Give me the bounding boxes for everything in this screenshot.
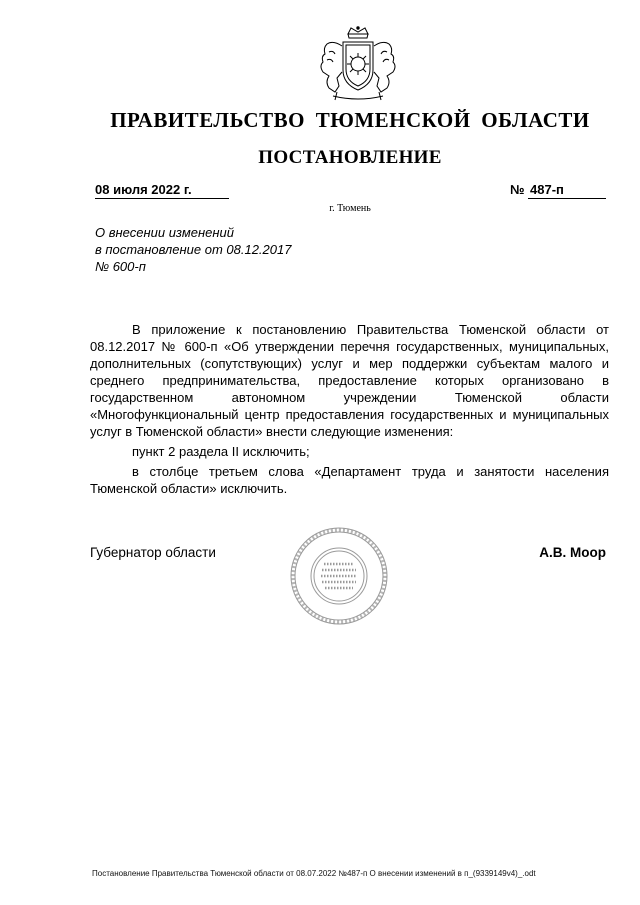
government-name: ПРАВИТЕЛЬСТВО ТЮМЕНСКОЙ ОБЛАСТИ <box>110 108 590 132</box>
document-body <box>90 321 609 497</box>
subject-line: № 600-п <box>95 259 146 274</box>
signer-title: Губернатор области <box>90 545 216 560</box>
document-number: 487-п <box>528 182 606 199</box>
subject-line: О внесении изменений <box>95 225 234 240</box>
signer-name: А.В. Моор <box>539 545 606 560</box>
body-paragraph: в столбце третьем слова «Департамент труда и занятости населения Тюменской области» исключить. <box>90 464 609 496</box>
document-city: г. Тюмень <box>329 203 371 214</box>
number-label: № <box>510 182 525 197</box>
coat-of-arms-icon <box>315 26 401 104</box>
document-date: 08 июля 2022 г. <box>95 182 229 199</box>
body-paragraph: пункт 2 раздела II исключить; <box>132 444 310 459</box>
document-subject <box>95 224 395 275</box>
document-type: ПОСТАНОВЛЕНИЕ <box>258 147 442 168</box>
subject-line: в постановление от 08.12.2017 <box>95 242 292 257</box>
body-paragraph: В приложение к постановлению Правительства Тюменской области от 08.12.2017 № 600-п «Об утверждении перечня государственных, муниципальных, дополнительных (сопутствующих) услуг и мер поддержки субъектам малого и среднего предпринимательства, предоставление которых организовано в государственном автономном учреждении Тюменской области «Многофункциональный центр предоставления государственных и муниципальных услуг в Тюменской области» внести следующие изменения: <box>90 322 609 439</box>
official-seal-stamp <box>289 526 389 626</box>
document-footer: Постановление Правительства Тюменской области от 08.07.2022 №487-п О внесении изменений в п_(9339149v4)_.odt <box>92 869 536 878</box>
